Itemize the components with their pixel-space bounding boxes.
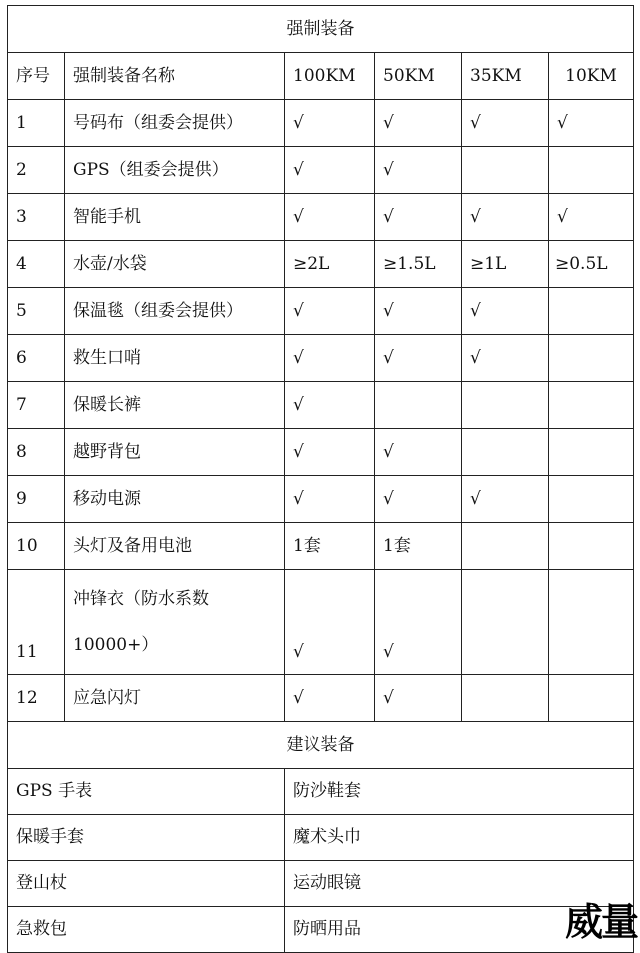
cell-100km: ≥2L [285, 241, 375, 288]
cell-35km [462, 675, 549, 722]
suggested-row [8, 769, 634, 815]
table-row [8, 335, 634, 382]
suggested-item: 防晒用品 [285, 907, 634, 953]
table-row [8, 570, 634, 675]
cell-100km: 1套 [285, 523, 375, 570]
cell-100km: √ [285, 675, 375, 722]
item-name: 头灯及备用电池 [65, 523, 285, 570]
cell-35km [462, 570, 549, 675]
row-number: 5 [8, 288, 65, 335]
item-name: 保温毯（组委会提供） [65, 288, 285, 335]
cell-50km: √ [375, 675, 462, 722]
item-name-line-2: 10000+） [73, 635, 159, 655]
cell-10km [549, 476, 634, 523]
cell-100km: √ [285, 194, 375, 241]
cell-35km [462, 523, 549, 570]
item-name: 应急闪灯 [65, 675, 285, 722]
row-number: 2 [8, 147, 65, 194]
mandatory-title-row [8, 6, 634, 53]
suggested-row [8, 907, 634, 953]
table-row [8, 382, 634, 429]
header-no: 序号 [8, 53, 65, 100]
cell-100km: √ [285, 288, 375, 335]
cell-10km: ≥0.5L [549, 241, 634, 288]
row-number: 9 [8, 476, 65, 523]
item-name: 越野背包 [65, 429, 285, 476]
cell-50km: √ [375, 147, 462, 194]
equipment-table [7, 5, 634, 953]
item-name-line-1: 冲锋衣（防水系数 [73, 589, 209, 609]
header-100km: 100KM [285, 53, 375, 100]
item-name [65, 570, 285, 675]
table-row [8, 523, 634, 570]
cell-100km: √ [285, 570, 375, 675]
item-name: GPS（组委会提供） [65, 147, 285, 194]
cell-10km [549, 523, 634, 570]
row-number: 3 [8, 194, 65, 241]
header-50km: 50KM [375, 53, 462, 100]
cell-50km: √ [375, 476, 462, 523]
suggested-title: 建议装备 [8, 722, 634, 769]
cell-50km: ≥1.5L [375, 241, 462, 288]
row-number: 10 [8, 523, 65, 570]
suggested-item: 保暖手套 [8, 815, 285, 861]
suggested-row [8, 815, 634, 861]
row-number: 4 [8, 241, 65, 288]
cell-50km: √ [375, 288, 462, 335]
cell-50km: 1套 [375, 523, 462, 570]
row-number: 7 [8, 382, 65, 429]
cell-35km: √ [462, 476, 549, 523]
cell-100km: √ [285, 100, 375, 147]
mandatory-title: 强制装备 [8, 6, 634, 53]
cell-10km: √ [549, 194, 634, 241]
item-name: 号码布（组委会提供） [65, 100, 285, 147]
cell-10km [549, 147, 634, 194]
item-name: 保暖长裤 [65, 382, 285, 429]
table-row [8, 194, 634, 241]
header-10km: 10KM [549, 53, 634, 100]
table-row [8, 241, 634, 288]
suggested-row [8, 861, 634, 907]
cell-50km [375, 382, 462, 429]
cell-100km: √ [285, 429, 375, 476]
row-number: 1 [8, 100, 65, 147]
cell-100km: √ [285, 476, 375, 523]
cell-35km: √ [462, 288, 549, 335]
header-row [8, 53, 634, 100]
cell-10km [549, 675, 634, 722]
cell-50km: √ [375, 194, 462, 241]
suggested-item: GPS 手表 [8, 769, 285, 815]
row-number: 8 [8, 429, 65, 476]
cell-35km: √ [462, 100, 549, 147]
cell-35km [462, 429, 549, 476]
item-name: 移动电源 [65, 476, 285, 523]
cell-10km [549, 288, 634, 335]
suggested-item: 防沙鞋套 [285, 769, 634, 815]
item-name: 救生口哨 [65, 335, 285, 382]
cell-10km [549, 429, 634, 476]
table-row [8, 100, 634, 147]
cell-100km: √ [285, 147, 375, 194]
table-row [8, 288, 634, 335]
cell-10km [549, 570, 634, 675]
row-number: 12 [8, 675, 65, 722]
item-name: 水壶/水袋 [65, 241, 285, 288]
cell-10km [549, 382, 634, 429]
cell-35km: √ [462, 194, 549, 241]
cell-100km: √ [285, 382, 375, 429]
header-name: 强制装备名称 [65, 53, 285, 100]
cell-10km [549, 335, 634, 382]
cell-35km: ≥1L [462, 241, 549, 288]
table-row [8, 476, 634, 523]
header-35km: 35KM [462, 53, 549, 100]
suggested-title-row [8, 722, 634, 769]
suggested-item: 运动眼镜 [285, 861, 634, 907]
cell-50km: √ [375, 429, 462, 476]
suggested-item: 登山杖 [8, 861, 285, 907]
suggested-item: 急救包 [8, 907, 285, 953]
cell-50km: √ [375, 570, 462, 675]
cell-35km: √ [462, 335, 549, 382]
cell-50km: √ [375, 335, 462, 382]
row-number: 6 [8, 335, 65, 382]
cell-50km: √ [375, 100, 462, 147]
cell-35km [462, 382, 549, 429]
suggested-item: 魔术头巾 [285, 815, 634, 861]
cell-35km [462, 147, 549, 194]
table-row [8, 675, 634, 722]
item-name: 智能手机 [65, 194, 285, 241]
watermark-logo: 威量 [564, 900, 637, 944]
row-number: 11 [8, 570, 65, 675]
cell-10km: √ [549, 100, 634, 147]
equipment-sheet [7, 5, 633, 953]
table-row [8, 147, 634, 194]
cell-100km: √ [285, 335, 375, 382]
table-row [8, 429, 634, 476]
